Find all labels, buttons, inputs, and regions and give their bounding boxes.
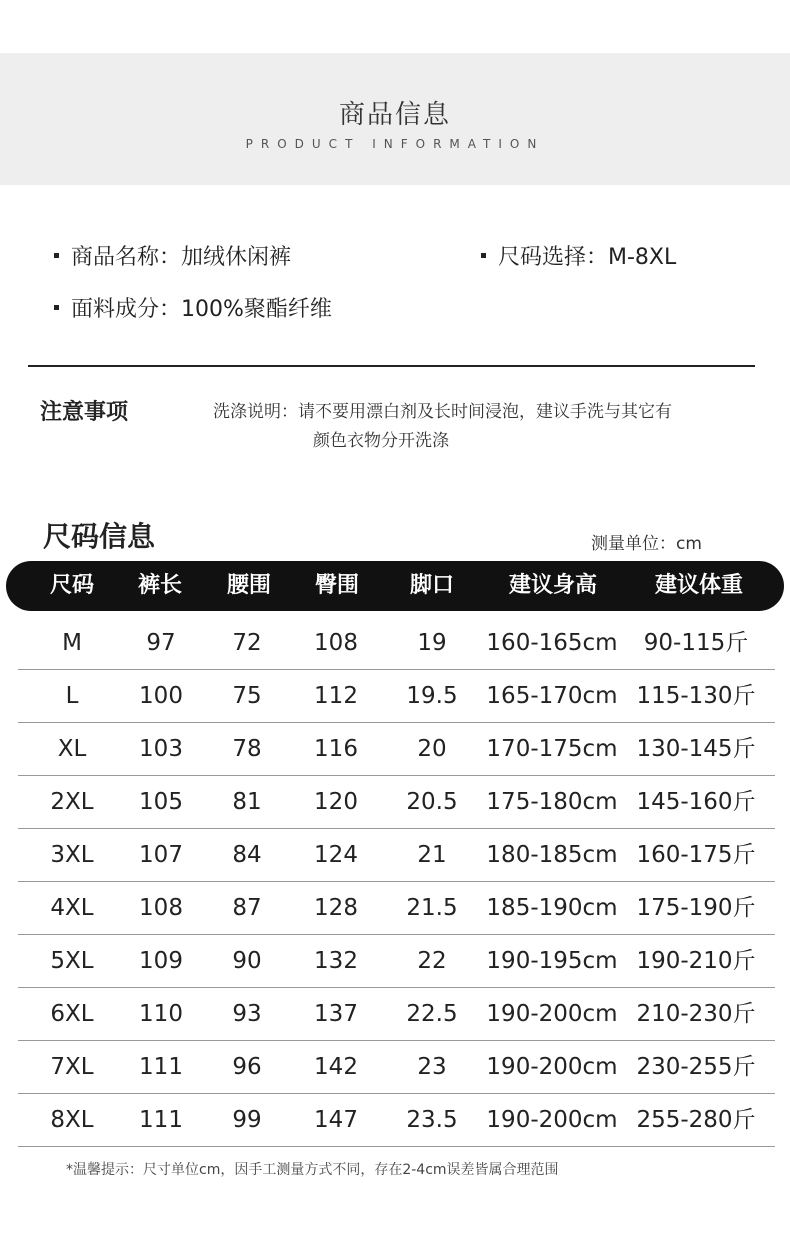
footnote: *温馨提示：尺寸单位cm，因手工测量方式不同，存在2-4cm误差皆属合理范围 [66, 1162, 559, 1178]
cell-weight: 90-115斤 [643, 630, 749, 656]
cell-pants-length: 105 [139, 789, 183, 815]
info-size-range [481, 240, 676, 271]
cell-hem: 20 [417, 736, 447, 762]
cell-size: 8XL [50, 1107, 94, 1133]
cell-waist: 99 [232, 1107, 262, 1133]
section-divider [28, 365, 755, 367]
cell-waist: 90 [232, 948, 262, 974]
th-hip: 臀围 [314, 573, 360, 598]
row-divider [18, 1146, 775, 1147]
cell-pants-length: 108 [139, 895, 183, 921]
cell-weight: 230-255斤 [636, 1054, 756, 1080]
cell-height: 165-170cm [486, 683, 618, 709]
info-size-range-text: 尺码选择：M-8XL [498, 245, 677, 270]
cell-size: 5XL [50, 948, 94, 974]
cell-height: 170-175cm [486, 736, 618, 762]
cell-hem: 22 [417, 948, 447, 974]
cell-hip: 128 [314, 895, 358, 921]
bullet-icon [54, 253, 59, 258]
cell-pants-length: 107 [139, 842, 183, 868]
cell-hip: 137 [314, 1001, 358, 1027]
cell-hip: 142 [314, 1054, 358, 1080]
notes-text-line-2: 颜色衣物分开洗涤 [313, 431, 449, 451]
cell-hip: 120 [314, 789, 358, 815]
info-product-name [54, 240, 291, 271]
cell-weight: 190-210斤 [636, 948, 756, 974]
cell-pants-length: 111 [139, 1054, 183, 1080]
cell-hip: 147 [314, 1107, 358, 1133]
cell-hem: 19.5 [406, 683, 458, 709]
cell-pants-length: 111 [139, 1107, 183, 1133]
cell-size: M [62, 630, 82, 656]
page-title: 商品信息 [338, 100, 451, 130]
cell-height: 175-180cm [486, 789, 618, 815]
th-weight: 建议体重 [654, 573, 744, 598]
cell-pants-length: 97 [146, 630, 176, 656]
table-row [18, 723, 775, 776]
cell-size: 2XL [50, 789, 94, 815]
table-row [18, 617, 775, 670]
size-table-header [6, 561, 784, 611]
cell-hem: 19 [417, 630, 447, 656]
info-product-name-text: 商品名称：加绒休闲裤 [71, 245, 292, 270]
cell-hip: 132 [314, 948, 358, 974]
cell-height: 180-185cm [486, 842, 618, 868]
cell-size: XL [57, 736, 87, 762]
cell-pants-length: 103 [139, 736, 183, 762]
th-waist: 腰围 [226, 573, 272, 598]
notes-text-line-1: 洗涤说明：请不要用漂白剂及长时间浸泡，建议手洗与其它有 [213, 402, 672, 422]
cell-height: 185-190cm [486, 895, 618, 921]
cell-hip: 112 [314, 683, 358, 709]
notes-title: 注意事项 [40, 400, 129, 425]
table-row [18, 988, 775, 1041]
table-row [18, 882, 775, 935]
cell-waist: 96 [232, 1054, 262, 1080]
cell-hem: 23 [417, 1054, 447, 1080]
th-pants-length: 裤长 [137, 573, 183, 598]
cell-waist: 75 [232, 683, 262, 709]
table-row [18, 776, 775, 829]
cell-waist: 81 [232, 789, 262, 815]
cell-weight: 145-160斤 [636, 789, 756, 815]
cell-height: 160-165cm [486, 630, 618, 656]
cell-waist: 93 [232, 1001, 262, 1027]
cell-weight: 130-145斤 [636, 736, 756, 762]
cell-hem: 22.5 [406, 1001, 458, 1027]
cell-hem: 21 [417, 842, 447, 868]
cell-height: 190-200cm [486, 1107, 618, 1133]
cell-height: 190-195cm [486, 948, 618, 974]
page-subtitle: PRODUCT INFORMATION [245, 137, 545, 151]
cell-weight: 160-175斤 [636, 842, 756, 868]
cell-pants-length: 100 [139, 683, 183, 709]
cell-waist: 84 [232, 842, 262, 868]
cell-weight: 255-280斤 [636, 1107, 756, 1133]
cell-size: 3XL [50, 842, 94, 868]
cell-pants-length: 110 [139, 1001, 183, 1027]
info-material-text: 面料成分：100%聚酯纤维 [71, 297, 332, 322]
cell-weight: 175-190斤 [636, 895, 756, 921]
table-row [18, 1041, 775, 1094]
cell-hip: 116 [314, 736, 358, 762]
cell-hem: 21.5 [406, 895, 458, 921]
th-height: 建议身高 [508, 573, 598, 598]
table-row [18, 1094, 775, 1147]
cell-size: 7XL [50, 1054, 94, 1080]
cell-hip: 108 [314, 630, 358, 656]
size-table-title: 尺码信息 [43, 520, 156, 553]
cell-weight: 210-230斤 [636, 1001, 756, 1027]
cell-hem: 23.5 [406, 1107, 458, 1133]
cell-waist: 87 [232, 895, 262, 921]
measurement-unit-label: 测量单位：cm [591, 534, 702, 554]
cell-waist: 78 [232, 736, 262, 762]
th-hem: 脚口 [409, 573, 455, 598]
table-row [18, 935, 775, 988]
table-row [18, 670, 775, 723]
cell-pants-length: 109 [139, 948, 183, 974]
cell-height: 190-200cm [486, 1001, 618, 1027]
th-size: 尺码 [49, 573, 95, 598]
bullet-icon [481, 253, 486, 258]
table-row [18, 829, 775, 882]
cell-waist: 72 [232, 630, 262, 656]
cell-size: 6XL [50, 1001, 94, 1027]
bullet-icon [54, 305, 59, 310]
cell-size: 4XL [50, 895, 94, 921]
cell-size: L [65, 683, 79, 709]
cell-height: 190-200cm [486, 1054, 618, 1080]
info-material [54, 292, 332, 323]
cell-hip: 124 [314, 842, 358, 868]
cell-weight: 115-130斤 [636, 683, 756, 709]
cell-hem: 20.5 [406, 789, 458, 815]
